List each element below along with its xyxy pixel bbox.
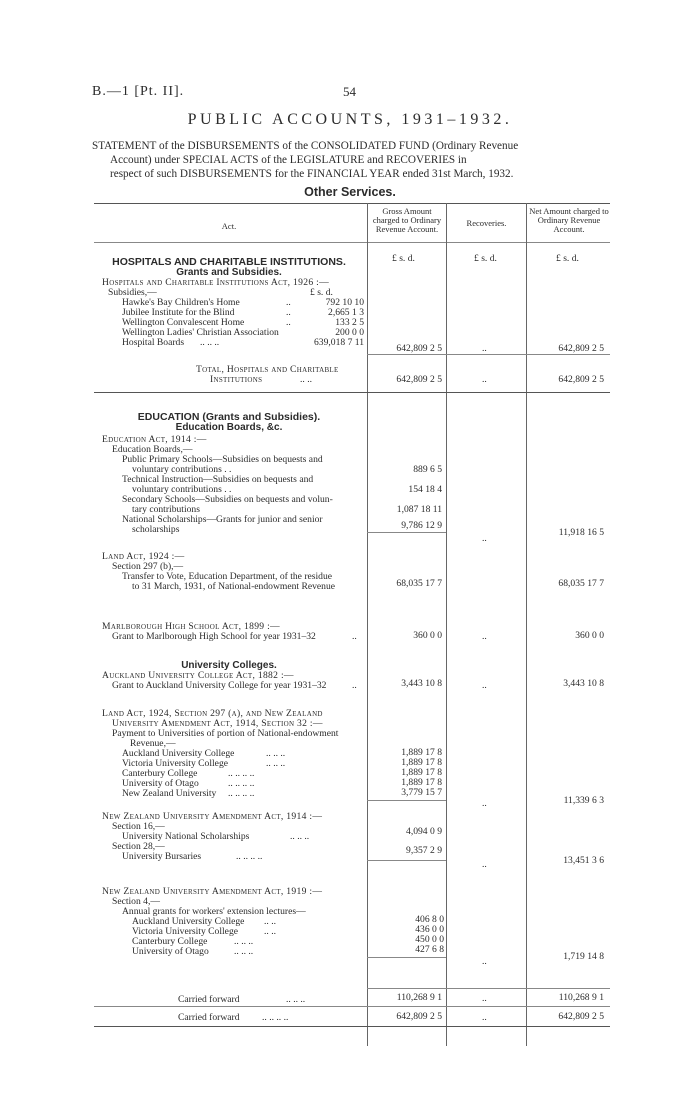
carried-forward-gross: 110,268 9 1	[396, 992, 442, 1003]
lectures-net: 1,719 14 8	[563, 951, 604, 962]
hospital-item-label: Wellington Convalescent Home	[122, 317, 245, 328]
college-label: Canterbury College	[122, 768, 198, 779]
carried-forward-dots: .. .. .. ..	[262, 1012, 289, 1023]
carried-forward-gross: 642,809 2 5	[396, 1011, 442, 1022]
colleges-recoveries: ..	[482, 798, 487, 809]
hospital-item-amount: 200 0 0	[335, 327, 364, 338]
nzu-1914-net: 13,451 3 6	[563, 855, 604, 866]
table-bottom-rule	[94, 1026, 610, 1027]
lecture-item-label: Auckland University College	[132, 916, 245, 927]
hospitals-total-label: Total, Hospitals and Charitable	[196, 364, 339, 375]
college-label: New Zealand University	[122, 788, 217, 799]
payment-line-2: Revenue,—	[130, 738, 176, 749]
auckland-net: 3,443 10 8	[563, 678, 604, 689]
hospitals-total-recoveries: ..	[482, 374, 487, 385]
payment-line-1: Payment to Universities of portion of National-endowment	[112, 728, 339, 739]
hospital-item-label: Wellington Ladies' Christian Association	[122, 327, 279, 338]
hospitals-subheading: Grants and Subsidies.	[176, 267, 282, 278]
hospitals-subtotal-rule	[367, 354, 610, 355]
carried-forward-dots: .. .. ..	[286, 994, 306, 1005]
lecture-item-dots: .. .. ..	[234, 936, 254, 947]
carried-forward-net: 110,268 9 1	[558, 992, 604, 1003]
education-item-line: Secondary Schools—Subsidies on bequests and volun-	[122, 494, 333, 505]
hospitals-recoveries: ..	[482, 343, 487, 354]
hospital-item-amount: 133 2 5	[335, 317, 364, 328]
lecture-item-dots: .. ..	[264, 926, 276, 937]
lecture-item-amount: 406 8 0	[415, 914, 444, 925]
lsd-header-recoveries: £ s. d.	[474, 253, 497, 264]
carried-forward-top-rule	[367, 988, 610, 989]
column-header-act: Act.	[221, 221, 237, 231]
education-item-line: scholarships	[132, 524, 180, 535]
college-gross: 1,889 17 8	[401, 757, 442, 768]
page-number: 54	[343, 84, 356, 99]
hospitals-gross: 642,809 2 5	[396, 343, 442, 354]
hospitals-total-net: 642,809 2 5	[558, 374, 604, 385]
section-16-label: Section 16,—	[112, 821, 165, 832]
carried-forward-recoveries: ..	[482, 1012, 487, 1023]
college-label: Victoria University College	[122, 758, 228, 769]
college-dots: .. .. ..	[266, 758, 286, 769]
hospital-item-amount: 792 10 10	[325, 297, 364, 308]
hospitals-total-gross: 642,809 2 5	[396, 374, 442, 385]
land-nz-act-line-1: Land Act, 1924, Section 297 (a), and New Zealand	[102, 708, 323, 719]
college-dots: .. .. .. ..	[228, 768, 255, 779]
education-item-line: Public Primary Schools—Subsidies on bequests and	[122, 454, 323, 465]
marlborough-recoveries: ..	[482, 631, 487, 642]
table-top-rule	[94, 203, 610, 204]
college-gross: 1,889 17 8	[401, 747, 442, 758]
nzu-1914-subtotal-rule	[367, 860, 446, 861]
hospitals-total-label-2: Institutions	[210, 374, 263, 385]
transfer-line-1: Transfer to Vote, Education Department, of the residue	[122, 571, 333, 582]
annual-grants-label: Annual grants for workers' extension lectures—	[122, 906, 306, 917]
college-dots: .. .. .. ..	[228, 778, 255, 789]
education-item-gross: 154 18 4	[408, 484, 442, 495]
lecture-item-dots: .. .. ..	[234, 946, 254, 957]
boards-net: 11,918 16 5	[558, 527, 604, 538]
subsidies-lsd: £ s. d.	[310, 287, 333, 298]
national-scholarships-gross: 4,094 0 9	[406, 826, 442, 837]
hospital-item-label: Jubilee Institute for the Blind	[122, 307, 235, 318]
college-label: Auckland University College	[122, 748, 235, 759]
lecture-item-label: Canterbury College	[132, 936, 208, 947]
lectures-subtotal-rule	[367, 957, 446, 958]
education-item-line: Technical Instruction—Subsidies on bequests and	[122, 474, 314, 485]
marlborough-net: 360 0 0	[575, 630, 604, 641]
statement-line-1: STATEMENT of the DISBURSEMENTS of the CONSOLIDATED FUND (Ordinary Revenue	[92, 140, 519, 152]
column-header-recoveries: Recoveries.	[466, 218, 507, 228]
hospital-item-dots: ..	[286, 307, 291, 318]
auckland-act-label: Auckland University College Act, 1882 :—	[102, 670, 294, 681]
col-rule-recoveries	[526, 203, 527, 1046]
lecture-item-amount: 436 0 0	[415, 924, 444, 935]
land-nz-act-line-2: University Amendment Act, 1914, Section 32 :—	[112, 718, 323, 729]
lecture-item-amount: 450 0 0	[415, 934, 444, 945]
education-item-gross: 1,087 18 11	[396, 504, 442, 515]
column-header-net: Net Amount charged to Ordinary Revenue Account.	[529, 206, 609, 234]
lecture-item-amount: 427 6 8	[415, 944, 444, 955]
document-reference: B.—1 [Pt. II].	[92, 84, 185, 99]
hospitals-act: Hospitals and Charitable Institutions Act, 1926 :—	[102, 277, 329, 288]
transfer-net: 68,035 17 7	[558, 578, 604, 589]
carried-forward-mid-rule	[94, 1006, 610, 1007]
education-act-1914: Education Act, 1914 :—	[102, 434, 207, 445]
hospitals-total-dots: .. ..	[300, 374, 312, 385]
education-item-gross: 9,786 12 9	[401, 520, 442, 531]
college-label: University of Otago	[122, 778, 199, 789]
marlborough-dots: ..	[352, 631, 357, 642]
hospital-item-dots: ..	[286, 317, 291, 328]
college-dots: .. .. .. ..	[228, 788, 255, 799]
education-item-line: voluntary contributions . .	[132, 464, 232, 475]
subsidies-label: Subsidies,—	[108, 287, 157, 298]
col-rule-act	[367, 203, 368, 1046]
section-297-label: Section 297 (b),—	[112, 561, 184, 572]
hospital-item-amount: 2,665 1 3	[328, 307, 364, 318]
marlborough-grant-label: Grant to Marlborough High School for year 1931–32	[112, 631, 316, 642]
carried-forward-label: Carried forward	[178, 1012, 240, 1023]
colleges-subtotal-rule	[367, 800, 446, 801]
auckland-grant-label: Grant to Auckland University College for year 1931–32	[112, 680, 327, 691]
college-dots: .. .. ..	[266, 748, 286, 759]
land-act-label: Land Act, 1924 :—	[102, 551, 185, 562]
carried-forward-net: 642,809 2 5	[558, 1011, 604, 1022]
statement-line-3: respect of such DISBURSEMENTS for the FINANCIAL YEAR ended 31st March, 1932.	[110, 168, 514, 180]
lsd-header-gross: £ s. d.	[392, 253, 415, 264]
carried-forward-recoveries: ..	[482, 993, 487, 1004]
education-item-line: voluntary contributions . .	[132, 484, 232, 495]
college-gross: 3,779 15 7	[401, 787, 442, 798]
hospital-item-dots: .. .. ..	[200, 337, 220, 348]
transfer-line-2: to 31 March, 1931, of National-endowment Revenue	[132, 581, 336, 592]
section-4-label: Section 4,—	[112, 896, 160, 907]
bursaries-gross: 9,357 2 9	[406, 845, 442, 856]
section-28-label: Section 28,—	[112, 841, 165, 852]
transfer-gross: 68,035 17 7	[396, 578, 442, 589]
nzu-1919-act-label: New Zealand University Amendment Act, 1919 :—	[102, 886, 323, 897]
colleges-net: 11,339 6 3	[563, 795, 604, 806]
college-gross: 1,889 17 8	[401, 777, 442, 788]
hospitals-section-rule	[94, 392, 610, 393]
auckland-dots: ..	[352, 680, 357, 691]
hospital-item-label: Hospital Boards	[122, 337, 185, 348]
boards-subtotal-rule	[367, 532, 446, 533]
nzu-1914-act-label: New Zealand University Amendment Act, 1914 :—	[102, 811, 323, 822]
bursaries-dots: .. .. .. ..	[236, 851, 263, 862]
statement-line-2: Account) under SPECIAL ACTS of the LEGISLATURE and RECOVERIES in	[110, 154, 467, 166]
lecture-item-label: Victoria University College	[132, 926, 238, 937]
nzu-1914-recoveries: ..	[482, 859, 487, 870]
national-scholarships-dots: .. .. ..	[290, 831, 310, 842]
column-header-gross: Gross Amount charged to Ordinary Revenue Account.	[372, 206, 442, 234]
header-bottom-rule	[94, 242, 610, 243]
hospitals-net: 642,809 2 5	[558, 343, 604, 354]
university-colleges-heading: University Colleges.	[181, 660, 277, 671]
col-rule-gross	[446, 203, 447, 1046]
marlborough-act-label: Marlborough High School Act, 1899 :—	[102, 621, 280, 632]
education-heading: EDUCATION (Grants and Subsidies).	[137, 411, 321, 423]
boards-recoveries: ..	[482, 533, 487, 544]
college-gross: 1,889 17 8	[401, 767, 442, 778]
lecture-item-dots: .. ..	[264, 916, 276, 927]
marlborough-gross: 360 0 0	[413, 630, 442, 641]
education-boards-label: Education Boards,—	[112, 444, 193, 455]
hospital-item-label: Hawke's Bay Children's Home	[122, 297, 240, 308]
bursaries-label: University Bursaries	[122, 851, 202, 862]
education-item-line: tary contributions	[132, 504, 200, 515]
carried-forward-label: Carried forward	[178, 994, 240, 1005]
lecture-item-label: University of Otago	[132, 946, 209, 957]
education-item-gross: 889 6 5	[413, 464, 442, 475]
page-title: PUBLIC ACCOUNTS, 1931–1932.	[187, 111, 513, 128]
education-subheading: Education Boards, &c.	[175, 422, 283, 433]
hospital-item-dots: ..	[286, 297, 291, 308]
section-subtitle: Other Services.	[304, 185, 396, 199]
lectures-recoveries: ..	[482, 956, 487, 967]
hospitals-heading: HOSPITALS AND CHARITABLE INSTITUTIONS.	[112, 256, 346, 268]
national-scholarships-label: University National Scholarships	[122, 831, 250, 842]
lsd-header-net: £ s. d.	[556, 253, 579, 264]
statement-heading	[92, 139, 612, 181]
auckland-recoveries: ..	[482, 680, 487, 691]
hospital-item-amount: 639,018 7 11	[313, 337, 364, 348]
education-item-line: National Scholarships—Grants for junior and senior	[122, 514, 323, 525]
auckland-gross: 3,443 10 8	[401, 678, 442, 689]
